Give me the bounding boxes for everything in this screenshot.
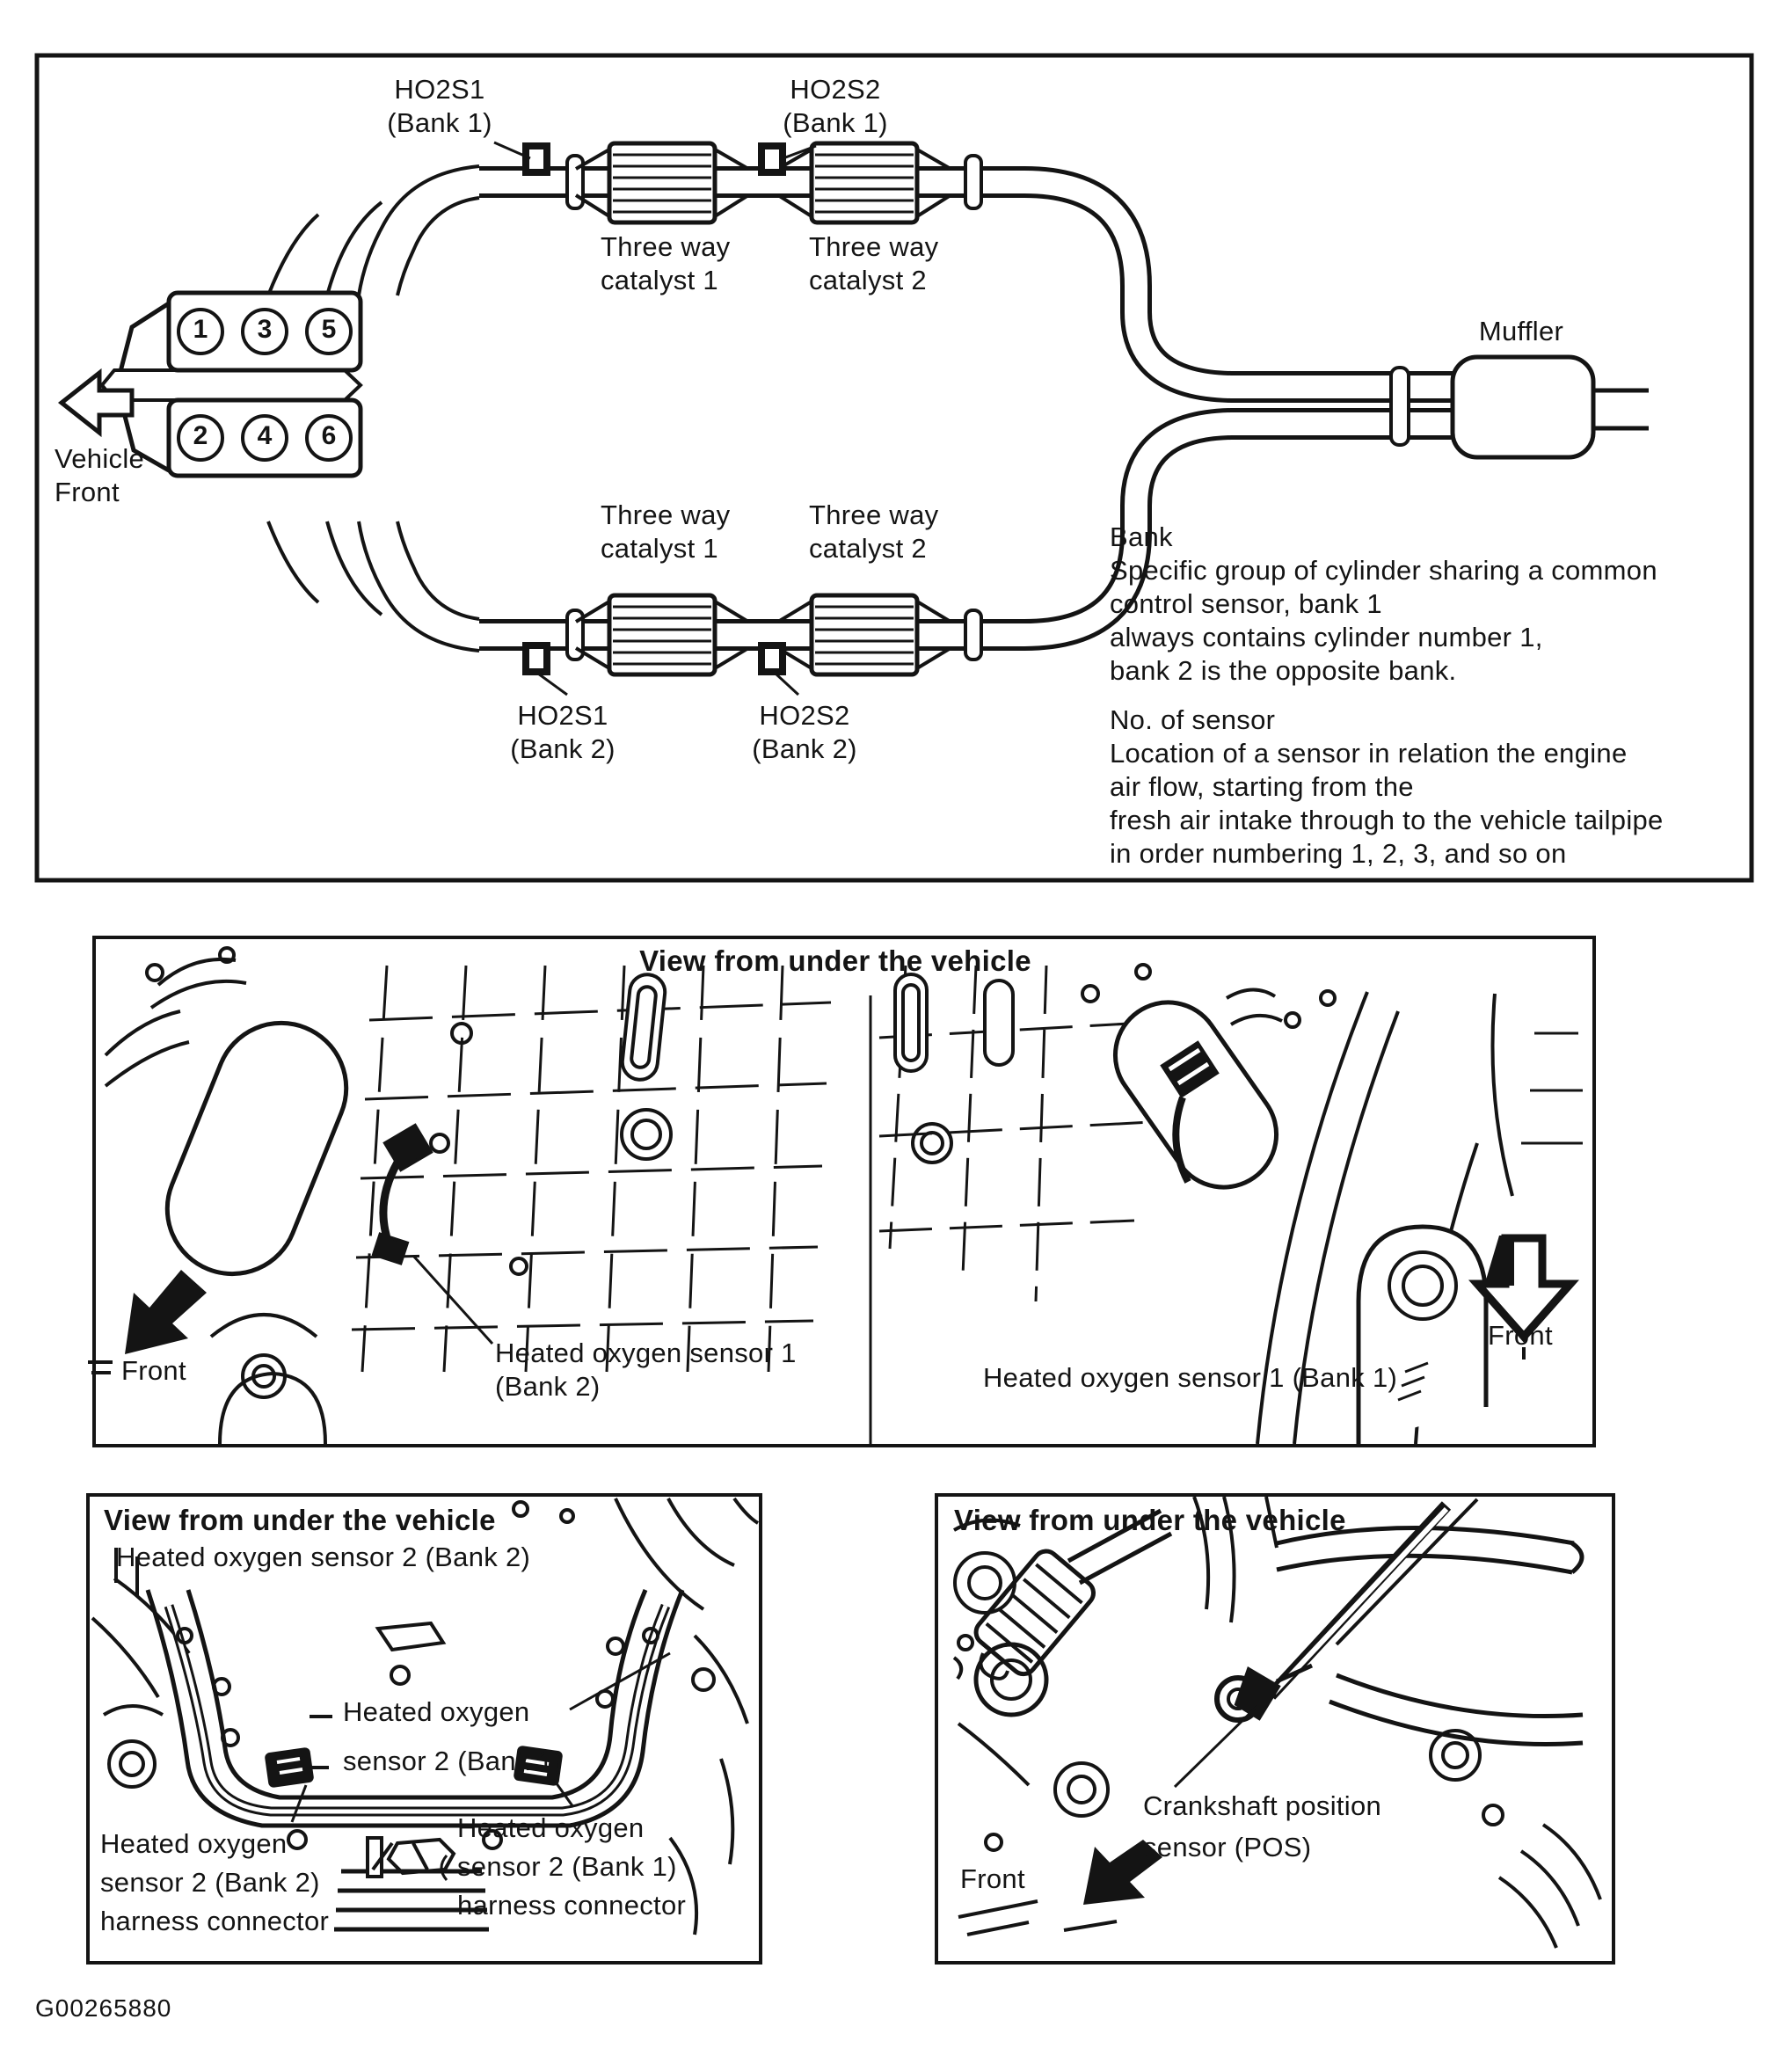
catalyst2-top-label: Three way catalyst 2 [809, 231, 939, 295]
front-label-left: Front [121, 1355, 186, 1386]
ho2s1-bank2-callout: Heated oxygen sensor 1 (Bank 2) [495, 1338, 797, 1402]
bottom-left-title: View from under the vehicle [104, 1504, 496, 1536]
ho2s1-bank2-sensor-drawing [385, 1126, 431, 1170]
ho2s2-bank2-callout: Heated oxygen sensor 2 (Bank 2) [116, 1542, 531, 1572]
catalyst1-bottom-label: Three way catalyst 1 [601, 499, 731, 564]
bank2-harness-callout: Heated oxygen sensor 2 (Bank 2) harness connector [100, 1828, 330, 1936]
catalyst2-bottom-label: Three way catalyst 2 [809, 499, 939, 564]
bank1-harness-callout: Heated oxygen sensor 2 (Bank 1) harness connector [457, 1812, 687, 1921]
middle-panel-title: View from under the vehicle [639, 944, 1031, 977]
harness-connector-bank2 [266, 1749, 313, 1786]
ho2s1-bank1-label: HO2S1 (Bank 1) [387, 74, 492, 138]
cylinder-1: 1 [193, 315, 208, 344]
front-label-right: Front [1488, 1320, 1553, 1351]
ho2s2-bank2-sensor [761, 645, 783, 672]
cylinder-4: 4 [257, 421, 273, 450]
vehicle-front-label: Vehicle Front [55, 443, 145, 507]
ho2s2-bank1-sensor [761, 146, 783, 172]
ho2s1-bank1-callout: Heated oxygen sensor 1 (Bank 1) [983, 1362, 1398, 1393]
muffler-assembly [1453, 357, 1649, 457]
ho2s2-bank1-callout: Heated oxygen sensor 2 (Bank 1) [343, 1696, 563, 1776]
sensor-number-note: No. of sensor Location of a sensor in relation the engine air flow, starting from the fresh air intake through to the vehicle tailpipe in order numbering 1, 2, 3, and so on [1110, 704, 1664, 869]
figure-code: G00265880 [35, 1994, 172, 2022]
cylinder-6: 6 [321, 421, 337, 450]
ho2s2-bank2-label: HO2S2 (Bank 2) [752, 700, 857, 764]
catalyst1-top-label: Three way catalyst 1 [601, 231, 731, 295]
engine-mid-band [102, 370, 361, 400]
ho2s2-bank1-label: HO2S2 (Bank 1) [783, 74, 888, 138]
cylinder-5: 5 [321, 315, 337, 344]
tailpipe [1593, 390, 1649, 428]
ho2s1-bank2-label: HO2S1 (Bank 2) [510, 700, 616, 764]
oxygen-sensor-markers [526, 146, 783, 672]
muffler-label: Muffler [1478, 316, 1564, 346]
ho2s1-bank2-sensor [526, 645, 547, 672]
underbody-view-crank-sensor [936, 1495, 1614, 1963]
muffler-box [1453, 357, 1593, 457]
bottom-right-title: View from under the vehicle [954, 1504, 1346, 1536]
front-label-bottom-right: Front [960, 1863, 1025, 1894]
bank-definition-note: Bank Specific group of cylinder sharing a common control sensor, bank 1 always contains cylinder number 1, bank 2 is the opposite bank. [1110, 521, 1657, 686]
three-way-catalysts [576, 143, 951, 674]
cylinder-3: 3 [257, 315, 273, 344]
cylinder-2: 2 [193, 421, 208, 450]
front-arrow-left-icon [125, 1270, 207, 1354]
catalytic-converter-shell [148, 1003, 366, 1294]
crank-sensor-callout: Crankshaft position sensor (POS) [1143, 1790, 1382, 1863]
